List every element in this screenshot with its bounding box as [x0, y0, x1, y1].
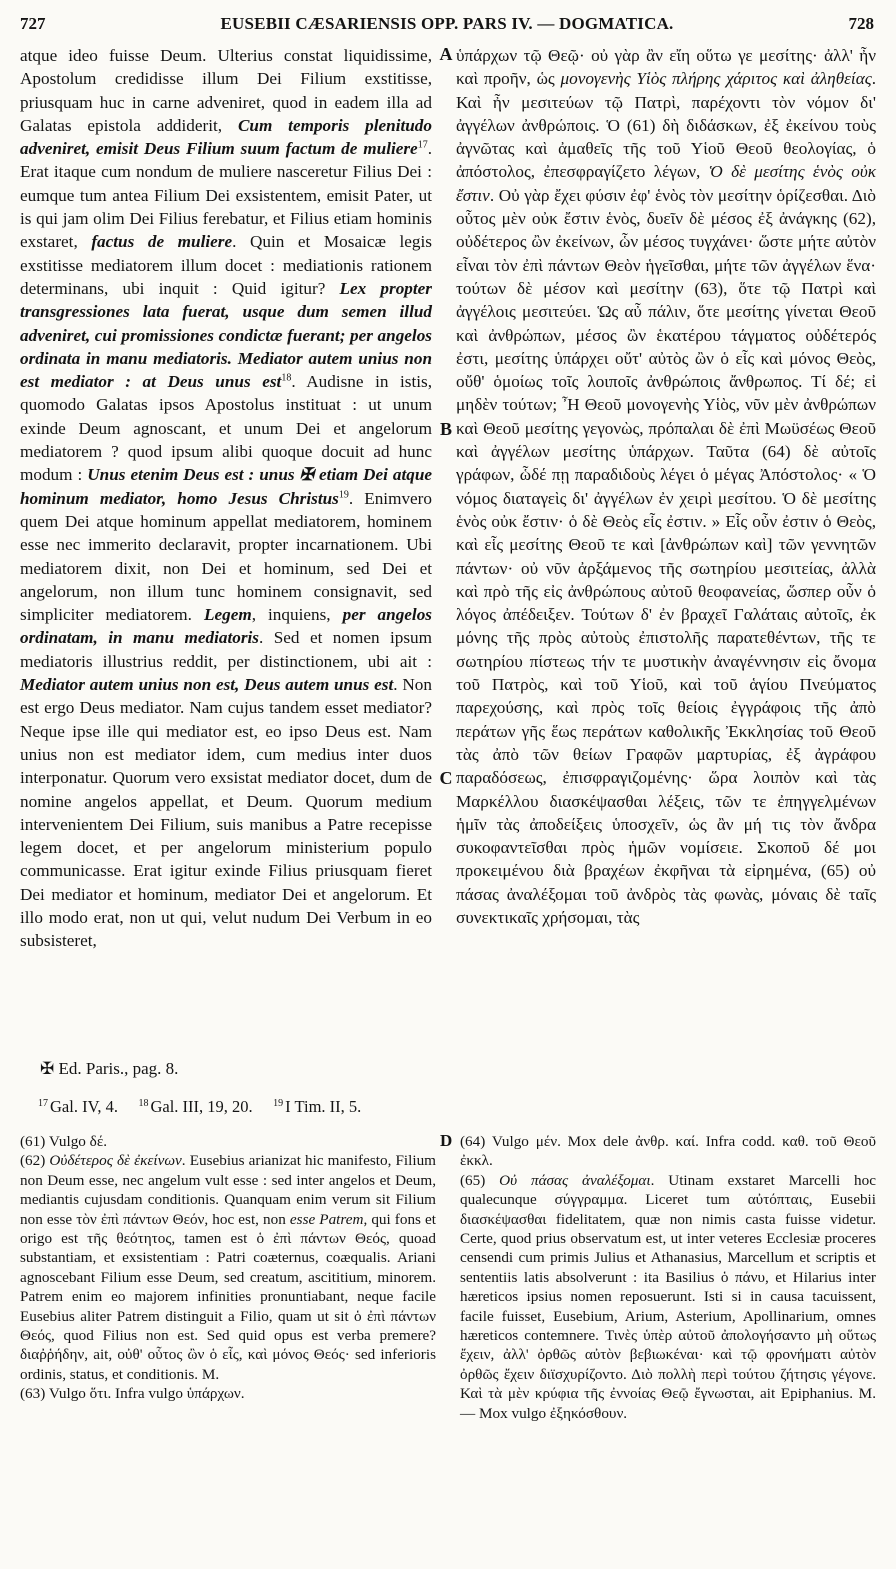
- footnote: [20, 1384, 436, 1403]
- text-segment: . Quin et Mosaicæ legis exstitisse mediatorem illum docet : mediationis rationem determinans, ubi inquit : Quid igitur?: [20, 232, 432, 298]
- margin-letter-d: D: [440, 1131, 453, 1150]
- footnote: [20, 1132, 436, 1151]
- text-segment: (65): [460, 1171, 500, 1189]
- page-number-left: 727: [20, 14, 46, 33]
- margin-letter-a: A: [439, 44, 453, 64]
- greek-column: [456, 44, 876, 929]
- text-segment: factus de muliere: [91, 232, 233, 252]
- footnote: [460, 1132, 876, 1171]
- text-segment: . Sed et nomen ipsum mediatoris illustrius reddit, per distinctionem, ubi ait :: [20, 628, 432, 671]
- text-segment: Οὐ πάσας ἀναλέξομαι: [499, 1171, 651, 1189]
- text-segment: esse Patrem: [289, 1210, 364, 1228]
- text-segment: (62): [20, 1152, 50, 1170]
- margin-letter-b: B: [439, 419, 452, 439]
- text-segment: . Καὶ ἦν μεσιτεύων τῷ Πατρὶ, παρέχοντι τὸν νόμον δι' ἀγγέλων ἀνθρώποις. Ὁ (61) δὴ διδάσκων, ἐξ ἐκείνου τοὺς ἀγνῶτας καὶ ἀμαθεῖς τῆς τοῦ Υἱοῦ Θεοῦ θεολογίας, ὁ ἀπόστολος, ἐπεσφραγίζετο λέγων,: [456, 69, 876, 182]
- edition-note: ✠ Ed. Paris., pag. 8.: [40, 1059, 179, 1078]
- footnote: [20, 1151, 436, 1384]
- footnotes-right: [460, 1132, 876, 1423]
- ref-number: 19: [273, 1097, 284, 1109]
- greek-text: [456, 44, 876, 929]
- text-segment: per angelos ordinatam, in manu mediatoris: [20, 605, 432, 648]
- text-segment: Οὐδέτερος δὲ ἐκείνων: [49, 1152, 182, 1170]
- footnote-marker: 17: [417, 139, 428, 151]
- text-segment: . Eusebius arianizat hic manifesto, Filium non Deum esse, nec angelum vult esse : sed inter angelos et Deum, mediantis cujusdam conditionis. Quanquam enim verum sit Filium non esse τὸν ἐπὶ πάντων Θεόν, hoc est, non: [20, 1152, 436, 1228]
- footnote: [460, 1171, 876, 1423]
- running-title: EUSEBII CÆSARIENSIS OPP. PARS IV. — DOGMATICA.: [220, 14, 674, 33]
- text-segment: . Erat itaque cum nondum de muliere nasceretur Filius Dei : eumque tum antea Filium Dei exsistentem, emisit Pater, ut is qui jam olim Dei Filius ferebatur, et Filius etiam hominis exstaret,: [20, 139, 432, 252]
- text-segment: . Non est ergo Deus mediator. Nam cujus tandem esset mediator? Neque ipse ille qui mediator est, eo ipso Deus est. Nam unius non est mediator idem, cum medius inter duos interponatur. Quorum vero exsistat mediator docet, dum de nomine angelos appellat, et Deum. Quorum medium intervenientem Dei Filium, suis manibus a Patre recepisse legem docet, et per angelorum ministerium populo communicasse. Erat igitur exinde Filius priusquam fieret Dei mediator et hominum, mediator Dei et angelorum. Et illo modo erat, non ut qui, velut nudum Dei Verbum in eo subsisteret,: [20, 675, 432, 951]
- footnotes-left: [20, 1132, 436, 1404]
- text-segment: , inquiens,: [251, 605, 343, 625]
- latin-text: [20, 44, 432, 953]
- text-segment: , qui fons et origo est τῆς θεότητος, tamen est ὁ ἐπὶ πάντων Θεός, quoad substantiam, et exsistentiam : Patri coæternus, coæqualis. Ariani agnoscebant Filium esse Deum, sed creatum, ascititium, minorem. Patrem enim eo majorem infinities pronuntiabant, neque facile Eusebius aliter Patrem distinguit a Filio, quam ut sit ὁ ἐπὶ πάντων Θεός, quod Filius non est. Sed quid opus est verba premere? διαῤῥήδην, ait, οὐθ' οὗτος ὢν ὁ εἷς, καὶ μόνος Θεός· sed inferioris ordinis, status, et conditionis. M.: [20, 1210, 437, 1383]
- text-segment: ὑπάρχων τῷ Θεῷ· οὐ γὰρ ἂν εἴη οὕτω γε μεσίτης· ἀλλ' ἦν καὶ προῆν, ὡς: [456, 46, 876, 89]
- text-segment: Unus etenim Deus est : unus ✠ etiam Dei atque hominum mediator, homo Jesus Christus: [20, 465, 433, 508]
- text-segment: . Utinam exstaret Marcelli hoc qualecunque σύγγραμμα. Liceret tum αὐτόπταις, Eusebii διασκέψασθαι fidelitatem, quæ non nimis casta fuisse videtur. Certe, quod prius observatum est, ut inter veteres Ecclesiæ proceres censendi cum primis Julius et Athanasius, Marcellum et scriptis et sententiis latis absolverunt : ita Basilius ὁ πάνυ, et Hilarius inter hæreticos ipsius nomen reposuerunt. Isti si in causa tacuissent, facile fuisset, Eusebium, Arium, Asterium, Apollinarium, omnes hæreticos contemnere. Τινὲς ὑπὲρ αὐτοῦ ἀπολογήσαντο μὴ οὕτως ἔχειν, ἀλλ' ὀρθῶς αὐτὸν βεβιωκέναι· καὶ τῷ φρονήματι αὐτὸν ὀρθῶς ἔχειν διϊσχυρίζοντο. Διὸ πολλὴ περὶ τούτου ζήτησις γέγονε. Καὶ τὰ μὲν κρύφια τῆς ἐννοίας Θεῷ ἔγνωσται, ait Epiphanius. M. — Mox vulgo ἐξηκόσθουν.: [460, 1171, 876, 1422]
- running-header: [20, 14, 874, 40]
- footnote-marker: 19: [338, 488, 349, 500]
- ref-text: Gal. III, 19, 20.: [150, 1097, 253, 1116]
- text-segment: (61) Vulgo δέ.: [20, 1133, 108, 1150]
- ref-number: 17: [38, 1097, 48, 1109]
- ref-text: Gal. IV, 4.: [50, 1097, 118, 1116]
- footnote-marker: 18: [281, 372, 292, 384]
- text-segment: Lex propter transgressiones lata fuerat, usque dum semen illud adveniret, cui promissiones condictæ fuerant; per angelos ordinata in manu mediatoris. Mediator autem unius non est mediator : at Deus unus est: [20, 278, 432, 392]
- text-segment: . Enimvero quem Dei atque hominum appellat mediatorem, hominem esse nec immerito declaravit, propter incarnationem. Ubi mediatorem dixit, non Dei et hominum, sed Dei et angelorum, non illum tunc hominem consignavit, sed simpliciter mediatorem.: [20, 488, 432, 625]
- ref-number: 18: [138, 1097, 149, 1109]
- text-segment: (63) Vulgo ὅτι. Infra vulgo ὑπάρχων.: [20, 1385, 245, 1403]
- ref-text: I Tim. II, 5.: [285, 1097, 362, 1116]
- text-segment: atque ideo fuisse Deum. Ulterius constat liquidissime, Apostolum credidisse illum Dei Filium exstitisse, priusquam huc in carne adveniret, quod in eadem illa ad Galatas epistola addiderit,: [20, 46, 432, 135]
- latin-column: [20, 44, 432, 953]
- text-segment: Ὁ δὲ μεσίτης ἑνὸς οὐκ ἔστιν: [456, 162, 876, 205]
- text-segment: . Audisne in istis, quomodo Galatas ipsos Apostolus instituat : ut unum exinde Deum agnoscant, et unum Dei et angelorum mediatorem ? quod ipsum alibi quoque docuit ad hunc modum :: [20, 372, 432, 485]
- text-segment: . Οὐ γὰρ ἔχει φύσιν ἐφ' ἑνὸς τὸν μεσίτην ὁρίζεσθαι. Διὸ οὗτος μὲν οὐκ ἔστιν ἑνὸς, δυεῖν δὲ μέσος ἐξ ἀνάγκης (62), οὐδέτερος ὢν ἐκείνων, ὧν μέσος τυγχάνει· ὥστε μήτε αὐτὸν εἶναι τὸν ἐπὶ πάντων Θεὸν ἡγεῖσθαι, μήτε τῶν ἀγγέλων ἕνα· τούτων δὲ μέσον καὶ μεσίτην (63), ὅτε τῷ Πατρὶ καὶ ἀγγέλοις μεσιτεύει. Ὡς αὖ πάλιν, ὅτε μεσίτης γίνεται Θεοῦ καὶ ἀνθρώπων, μέσος ὢν ἑκατέρου τάγματος οὐδέτερός ἐστι, μεσίτης ὑπάρχει οὔτ' αὐτὸς ὢν ὁ εἷς καὶ μόνος Θεὸς, οὔθ' ὁμοίως τοῖς λοιποῖς ἀνθρώποις ἄνθρωπος. Τί δέ; εἰ μηδὲν τούτων; Ἦ Θεοῦ μονογενὴς Υἱὸς, νῦν μὲν ἀνθρώπων καὶ Θεοῦ μεσίτης γεγονὼς, πρόπαλαι δὲ ἐπὶ Μωϋσέως Θεοῦ καὶ ἀγγέλων μεσίτης ὑπάρχων. Ταῦτα (64) δὲ αὐτοῖς γράφων, ὧδέ πῃ παραδιδοὺς λέγει ὁ μέγας Ἀπόστολος· « Ὁ νόμος διαταγεὶς δι' ἀγγέλων ἐν χειρὶ μεσίτου. Ὁ δὲ μεσίτης ἑνὸς οὐκ ἔστιν· ὁ δὲ Θεὸς εἷς ἐστιν. » Εἷς οὖν ἐστιν ὁ Θεὸς, καὶ εἷς μεσίτης Θεοῦ τε καὶ [ἀνθρώπων καὶ] τῶν γεννητῶν πάντων· οὐ νῦν ἀρξάμενος τῆς σωτηρίου μεσιτείας, ἀλλὰ καὶ πρὸ τῆς εἰς ἀνθρώπους αὐτοῦ θεοφανείας, ὥσπερ οὖν ὁ λόγος ἀπέδειξεν. Τούτων δ' ἐν βραχεῖ Γαλάταις αὐτοῖς, ἐκ μόνης τῆς πρὸς αὐτοὺς ἐπιστολῆς παρατεθέντων, τῆς τε σωτηρίου πίστεως τήν τε μυστικὴν ἀναγέννησιν εἰς ὄνομα τοῦ Πατρὸς, καὶ τοῦ Υἱοῦ, καὶ τοῦ ἁγίου Πνεύματος παρεχούσης, καὶ πρὸς τοῖς θείοις ἐγγράφοις τῆς ἀπὸ περάτων γῆς ἕως περάτων καθολικῆς Ἐκκλησίας τοῦ Θεοῦ τὰς ἀπὸ τῶν θείων Γραφῶν μαρτυρίας, ἐξ ἀγράφου παραδόσεως, ἐπισφραγιζομένης· ὥρα λοιπὸν καὶ τὰς Μαρκέλλου διασκέψασθαι λέξεις, τῶν τε ἐπηγγελμένων ἡμῖν τὰς ἀποδείξεις ὑποσχεῖν, ὡς ἂν μή τις τὸν ἄνδρα συκοφαντεῖσθαι πρὸς ἡμῶν νομίσειε. Σκοποῦ δέ μοι προκειμένου διὰ βραχέων ἐκφῆναι τὰ εἰρημένα, (65) οὐ πάσας ἀναλέξομαι τοῦ ἀνδρὸς τὰς φωνὰς, μόναις δὲ ταῖς συνεκτικαῖς χρήσομαι, τὰς: [456, 185, 876, 927]
- text-segment: Legem: [203, 605, 252, 625]
- text-segment: μονογενὴς Υἱὸς πλήρης χάριτος καὶ ἀληθείας: [560, 69, 872, 89]
- text-segment: Mediator autem unius non est, Deus autem unus est: [20, 675, 394, 695]
- text-segment: Cum temporis plenitudo adveniret, emisit Deus Filium suum factum de muliere: [20, 115, 432, 159]
- scripture-references: [38, 1097, 365, 1117]
- text-segment: (64) Vulgo μέν. Mox dele ἀνθρ. καί. Infra codd. καθ. τοῦ Θεοῦ ἐκκλ.: [460, 1133, 876, 1170]
- page-number-right: 728: [848, 14, 874, 33]
- margin-letter-c: C: [439, 768, 453, 788]
